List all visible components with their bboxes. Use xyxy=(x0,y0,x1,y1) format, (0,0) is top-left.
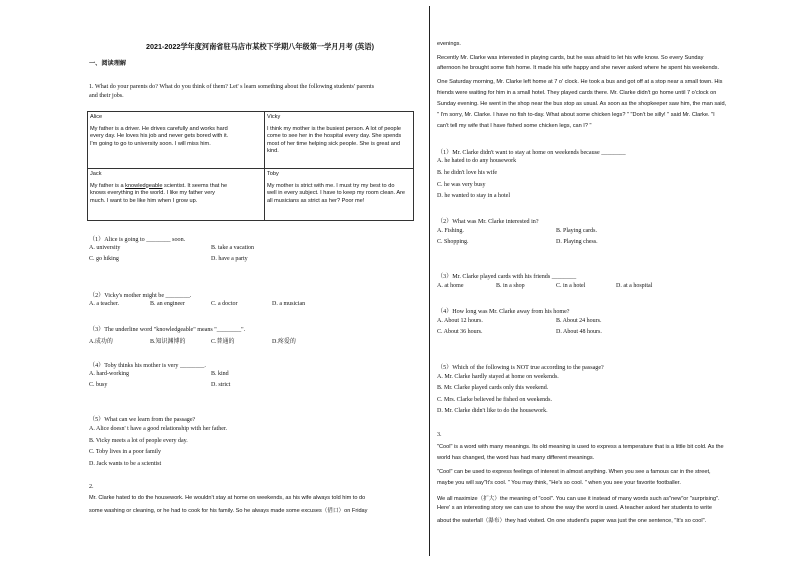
vicky-text-3: most of her time helping sick people. She is great and xyxy=(267,140,401,147)
q1-2-stem: （2）Vicky's mother might be ________. xyxy=(89,293,192,299)
q2-5-option-c[interactable]: C. Mrs. Clarke believed he fished on weekends. xyxy=(437,397,552,403)
toby-text-1: My mother is strict with me. I must try my best to do xyxy=(267,182,395,189)
vicky-text-1: I think my mother is the busiest person. A lot of people xyxy=(267,125,402,132)
parents-jobs-table xyxy=(87,111,414,221)
q3-text-line-1: "Cool" is a word with many meanings. Its old meaning is used to express a temperature that is a little bit cold. As the xyxy=(437,444,724,450)
alice-text-3: I'm going to go to university soon. I will miss him. xyxy=(90,140,211,147)
q1-1-stem: （1）Alice is going to ________ soon. xyxy=(89,237,186,243)
passage-line-1: evenings. xyxy=(437,41,461,47)
q3-text-line-3: "Cool" can be used to express feelings of interest in almost anything. When you see a famous car in the street, xyxy=(437,469,711,475)
q2-2-option-b[interactable]: B. Playing cards. xyxy=(556,228,597,234)
q2-1-option-b[interactable]: B. he didn't love his wife xyxy=(437,170,498,176)
table-cell-jack xyxy=(88,169,265,221)
q2-2-option-a[interactable]: A. Fishing. xyxy=(437,228,464,234)
q3-text-line-7: about the waterfall（瀑布）they had visited. On one student's paper was just the one sentence, "It's so cool". xyxy=(437,518,707,524)
q2-4-option-c[interactable]: C. About 36 hours. xyxy=(437,329,483,335)
q3-text-line-6: Here' s an interesting story we can use to show the way the word is used. A teacher asked her students to write xyxy=(437,505,712,511)
q1-3-stem: （3）The underline word "knowledgeable" means "________". xyxy=(89,327,246,333)
q1-5-option-b[interactable]: B. Vicky meets a lot of people every day. xyxy=(89,438,188,444)
q2-4-option-a[interactable]: A. About 12 hours. xyxy=(437,318,483,324)
q1-1-option-d[interactable]: D. have a party xyxy=(211,256,248,262)
vicky-name: Vicky xyxy=(267,114,281,120)
column-divider xyxy=(429,6,430,556)
toby-text-3: all musicians as strict as her? Poor me! xyxy=(267,197,365,204)
passage-line-4: One Saturday morning, Mr. Clarke left home at 7 o' clock. He took a bus and got off at a stop near a small town. His xyxy=(437,79,723,85)
q2-4-option-d[interactable]: D. About 48 hours. xyxy=(556,329,602,335)
passage-line-3: afternoon he brought some fish home. It made his wife happy and she never asked where he spent his weekends. xyxy=(437,65,720,71)
q1-1-option-a[interactable]: A. university xyxy=(89,245,121,251)
q3-text-line-5: We all maximize（扩大）the meaning of "cool". You can use it instead of many words such as"new"or "surprising". xyxy=(437,496,720,502)
q1-3-option-a[interactable]: A.成功的 xyxy=(89,339,113,345)
q1-4-option-d[interactable]: D. strict xyxy=(211,382,231,388)
q1-5-option-c[interactable]: C. Toby lives in a poor family xyxy=(89,449,161,455)
jack-text-2: knows everything in the world. I like my father very xyxy=(90,190,215,197)
alice-text-2: every day. He loves his job and never gets bored with it. xyxy=(90,133,229,140)
passage-line-2: Recently Mr. Clarke was interested in playing cards, but he was afraid to let his wife know. So every Sunday xyxy=(437,55,704,61)
q1-3-option-c[interactable]: C.普通的 xyxy=(211,339,235,345)
jack-text-3: much. I want to be like him when I grow up. xyxy=(90,197,198,204)
q1-2-option-b[interactable]: B. an engineer xyxy=(150,301,185,307)
q2-3-stem: （3）Mr. Clarke played cards with his friends ________ xyxy=(437,274,577,280)
q1-1-option-c[interactable]: C. go hiking xyxy=(89,256,119,262)
q2-1-option-d[interactable]: D. he wanted to stay in a hotel xyxy=(437,193,510,199)
q1-4-option-b[interactable]: B. kind xyxy=(211,371,229,377)
q1-4-stem: （4）Toby thinks his mother is very ________. xyxy=(89,363,206,369)
q2-number: 2. xyxy=(89,484,94,490)
passage-line-8: can't tell my wife that I have fished some chicken legs, can I? " xyxy=(437,123,592,129)
alice-name: Alice xyxy=(90,114,103,120)
q2-2-option-c[interactable]: C. Shopping. xyxy=(437,239,469,245)
q1-5-stem: （5）What can we learn from the passage? xyxy=(89,417,196,423)
q1-intro-line-1: 1. What do your parents do? What do you think of them? Let' s learn something about the following students' parents xyxy=(89,84,375,90)
q2-4-option-b[interactable]: B. About 24 hours. xyxy=(556,318,602,324)
q2-1-option-c[interactable]: C. he was very busy xyxy=(437,182,486,188)
q2-5-stem: （5）Which of the following is NOT true according to the passage? xyxy=(437,365,604,371)
q3-text-line-4: maybe you will say"It's cool. " You may think, "He's so cool. " when you see your favorite footballer. xyxy=(437,480,681,486)
q2-3-option-b[interactable]: B. in a shop xyxy=(496,283,525,289)
section-heading: 一、阅读理解 xyxy=(89,60,127,67)
q2-1-option-a[interactable]: A. he hated to do any housework xyxy=(437,158,517,164)
q1-2-option-c[interactable]: C. a doctor xyxy=(211,301,238,307)
q1-2-option-d[interactable]: D. a musician xyxy=(272,301,306,307)
q2-5-option-a[interactable]: A. Mr. Clarke hardly stayed at home on weekends. xyxy=(437,374,559,380)
alice-text-1: My father is a driver. He drives carefully and works hard xyxy=(90,125,228,132)
passage-line-7: " I'm sorry, Mr. Clarke. I have no fish to-day. What about some chicken legs? " "Don't be silly! " said Mr. Clarke. "I xyxy=(437,112,715,118)
q2-3-option-a[interactable]: A. at home xyxy=(437,283,464,289)
q2-2-option-d[interactable]: D. Playing chess. xyxy=(556,239,598,245)
passage-line-6: Sunday evening. He went in the shop near the bus stop as usual. As soon as the shopkeeper saw him, the man said, xyxy=(437,101,727,107)
table-cell-alice xyxy=(88,112,265,169)
q1-2-option-a[interactable]: A. a teacher. xyxy=(89,301,119,307)
q2-text-line-2: some washing or cleaning, or he had to cook for his family. So he always made some excuses（借口）on Friday xyxy=(89,508,368,514)
page-title: 2021-2022学年度河南省驻马店市某校下学期八年级第一学月月考 (英语) xyxy=(145,42,375,51)
q3-text-line-2: world has changed, the word has had many different meanings. xyxy=(437,455,595,461)
q2-3-option-d[interactable]: D. at a hospital xyxy=(616,283,653,289)
q2-5-option-b[interactable]: B. Mr. Clarke played cards only this weekend. xyxy=(437,385,549,391)
toby-name: Toby xyxy=(267,171,279,177)
jack-name: Jack xyxy=(90,171,102,177)
jack-text-pre: My father is a xyxy=(90,182,126,189)
jack-underlined-word: knowledgeable xyxy=(125,182,163,189)
jack-text-post: scientist. It seems that he xyxy=(162,182,228,189)
q1-intro-line-2: and their jobs. xyxy=(89,93,124,99)
q1-4-option-a[interactable]: A. hard-working xyxy=(89,371,129,377)
q1-4-option-c[interactable]: C. busy xyxy=(89,382,108,388)
q2-1-stem: （1）Mr. Clarke didn't want to stay at home on weekends because ________ xyxy=(437,150,626,156)
passage-line-5: friends were waiting for him in a small hotel. They played cards there. Mr. Clarke didn't go home until 7 o'clock on xyxy=(437,90,717,96)
table-cell-toby xyxy=(265,169,414,221)
q3-number: 3. xyxy=(437,432,442,438)
q1-1-option-b[interactable]: B. take a vacation xyxy=(211,245,254,251)
q2-5-option-d[interactable]: D. Mr. Clarke didn't like to do the housework. xyxy=(437,408,548,414)
q1-5-option-d[interactable]: D. Jack wants to be a scientist xyxy=(89,461,162,467)
q2-text-line-1: Mr. Clarke hated to do the housework. He wouldn't stay at home on weekends, as his wife always told him to do xyxy=(89,495,366,501)
toby-text-2: well in every subject. I have to keep my room clean. Are xyxy=(267,190,406,197)
jack-text-1 xyxy=(90,183,262,191)
q2-2-stem: （2）What was Mr. Clarke interested in? xyxy=(437,219,539,225)
q1-3-option-d[interactable]: D.疼爱的 xyxy=(272,339,296,345)
q2-4-stem: （4）How long was Mr. Clarke away from his home? xyxy=(437,309,570,315)
q1-3-option-b[interactable]: B.知识渊博的 xyxy=(150,339,186,345)
vicky-text-4: kind. xyxy=(267,148,279,155)
table-cell-vicky xyxy=(265,112,414,169)
q1-5-option-a[interactable]: A. Alice doesn' t have a good relationship with her father. xyxy=(89,426,228,432)
q2-3-option-c[interactable]: C. in a hotel xyxy=(556,283,586,289)
vicky-text-2: come to see her in the hospital every day. She spends xyxy=(267,133,402,140)
